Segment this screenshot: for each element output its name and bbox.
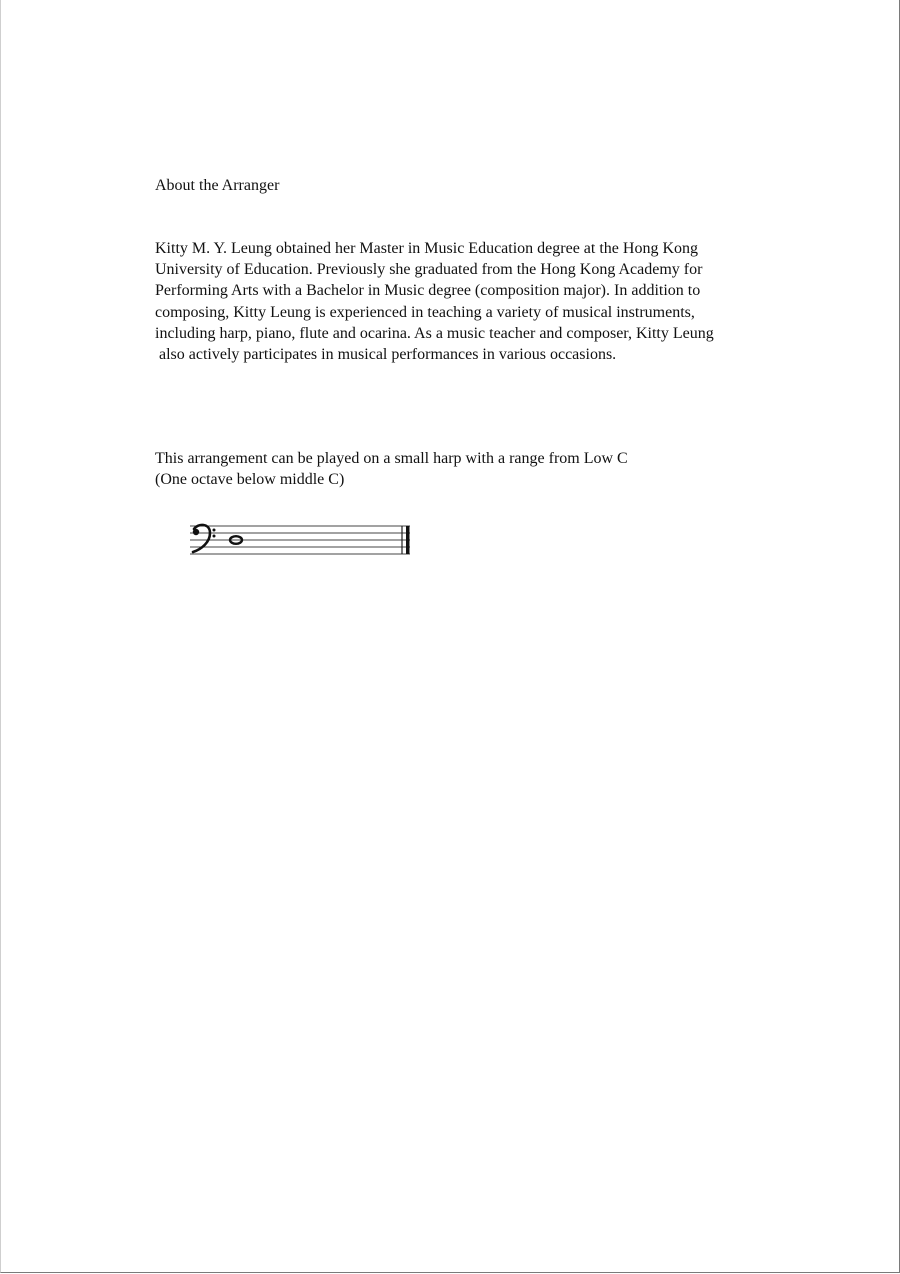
bass-staff — [188, 520, 414, 560]
bio-line: including harp, piano, flute and ocarina. As a music teacher and composer, Kitty Leung — [155, 324, 714, 342]
about-heading: About the Arranger — [155, 177, 280, 194]
staff-example — [188, 520, 414, 565]
bio-line: composing, Kitty Leung is experienced in teaching a variety of musical instruments, — [155, 303, 695, 321]
bio-line: also actively participates in musical performances in various occasions. — [155, 346, 617, 364]
range-note-line-1: This arrangement can be played on a small harp with a range from Low C — [155, 450, 628, 467]
bass-clef-icon — [193, 525, 216, 552]
bio-line: Kitty M. Y. Leung obtained her Master in Music Education degree at the Hong Kong — [155, 240, 698, 257]
range-note-line-2: (One octave below middle C) — [155, 471, 345, 488]
range-note — [155, 448, 628, 490]
bio-line: University of Education. Previously she graduated from the Hong Kong Academy for — [155, 261, 703, 279]
bio-line: Performing Arts with a Bachelor in Music degree (composition major). In addition to — [155, 282, 701, 300]
arranger-bio — [155, 238, 855, 365]
staff-lines — [190, 526, 410, 554]
